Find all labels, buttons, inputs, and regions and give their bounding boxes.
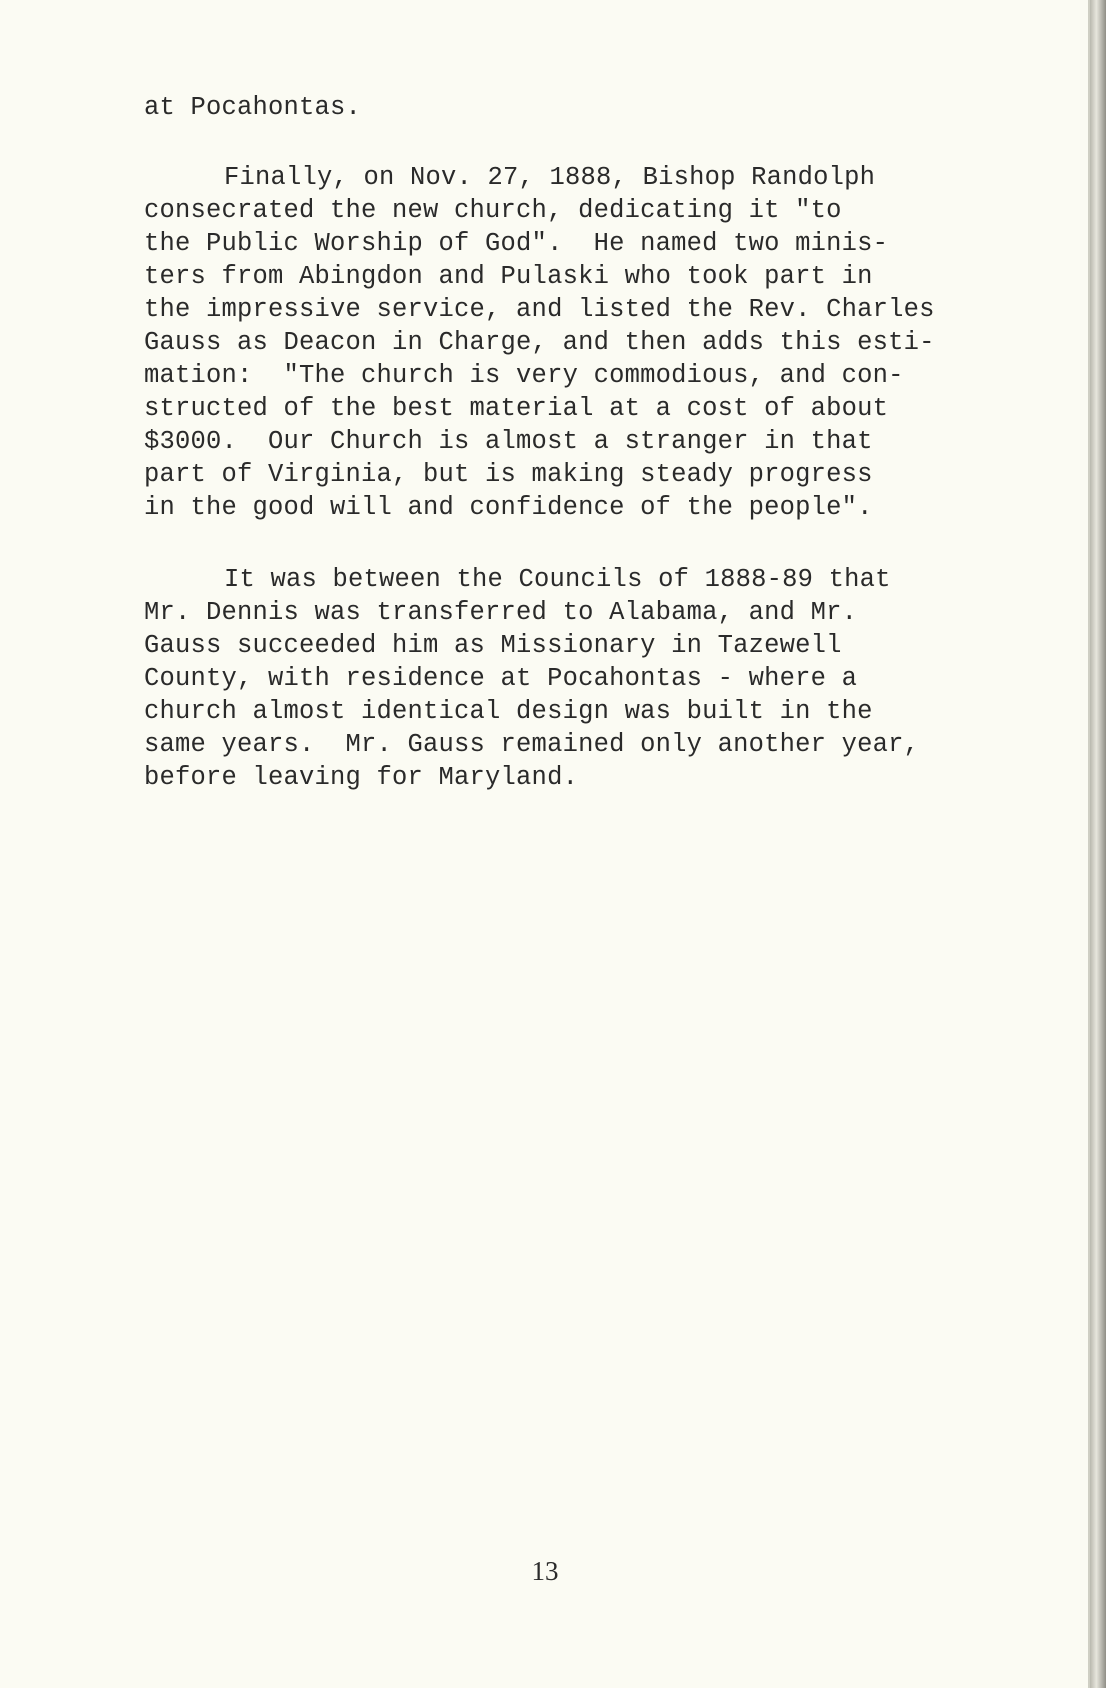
text-line: County, with residence at Pocahontas - where a xyxy=(144,664,858,693)
text-line: ters from Abingdon and Pulaski who took part in xyxy=(144,262,873,291)
paragraph-continuation xyxy=(144,91,1004,124)
text-line: part of Virginia, but is making steady progress xyxy=(144,460,873,489)
text-line: structed of the best material at a cost of about xyxy=(144,394,889,423)
paragraph-councils xyxy=(144,563,1004,794)
text-line: It was between the Councils of 1888-89 that xyxy=(224,565,891,594)
page-edge-shadow xyxy=(1090,0,1106,1688)
text-line: Gauss succeeded him as Missionary in Tazewell xyxy=(144,631,842,660)
text-line: $3000. Our Church is almost a stranger in that xyxy=(144,427,873,456)
text-line: in the good will and confidence of the people". xyxy=(144,493,873,522)
text-line: the impressive service, and listed the Rev. Charles xyxy=(144,295,935,324)
text-line: Mr. Dennis was transferred to Alabama, and Mr. xyxy=(144,598,858,627)
text-line: consecrated the new church, dedicating it "to xyxy=(144,196,842,225)
text-line: Gauss as Deacon in Charge, and then adds this esti- xyxy=(144,328,935,357)
paragraph-consecration xyxy=(144,161,1004,524)
text-line: the Public Worship of God". He named two minis- xyxy=(144,229,889,258)
text-line: at Pocahontas. xyxy=(144,93,362,122)
text-line: before leaving for Maryland. xyxy=(144,763,579,792)
page-number: 13 xyxy=(531,1556,559,1586)
text-line: Finally, on Nov. 27, 1888, Bishop Randolph xyxy=(224,163,876,192)
text-line: church almost identical design was built in the xyxy=(144,697,873,726)
text-line: mation: "The church is very commodious, and con- xyxy=(144,361,904,390)
text-line: same years. Mr. Gauss remained only another year, xyxy=(144,730,920,759)
